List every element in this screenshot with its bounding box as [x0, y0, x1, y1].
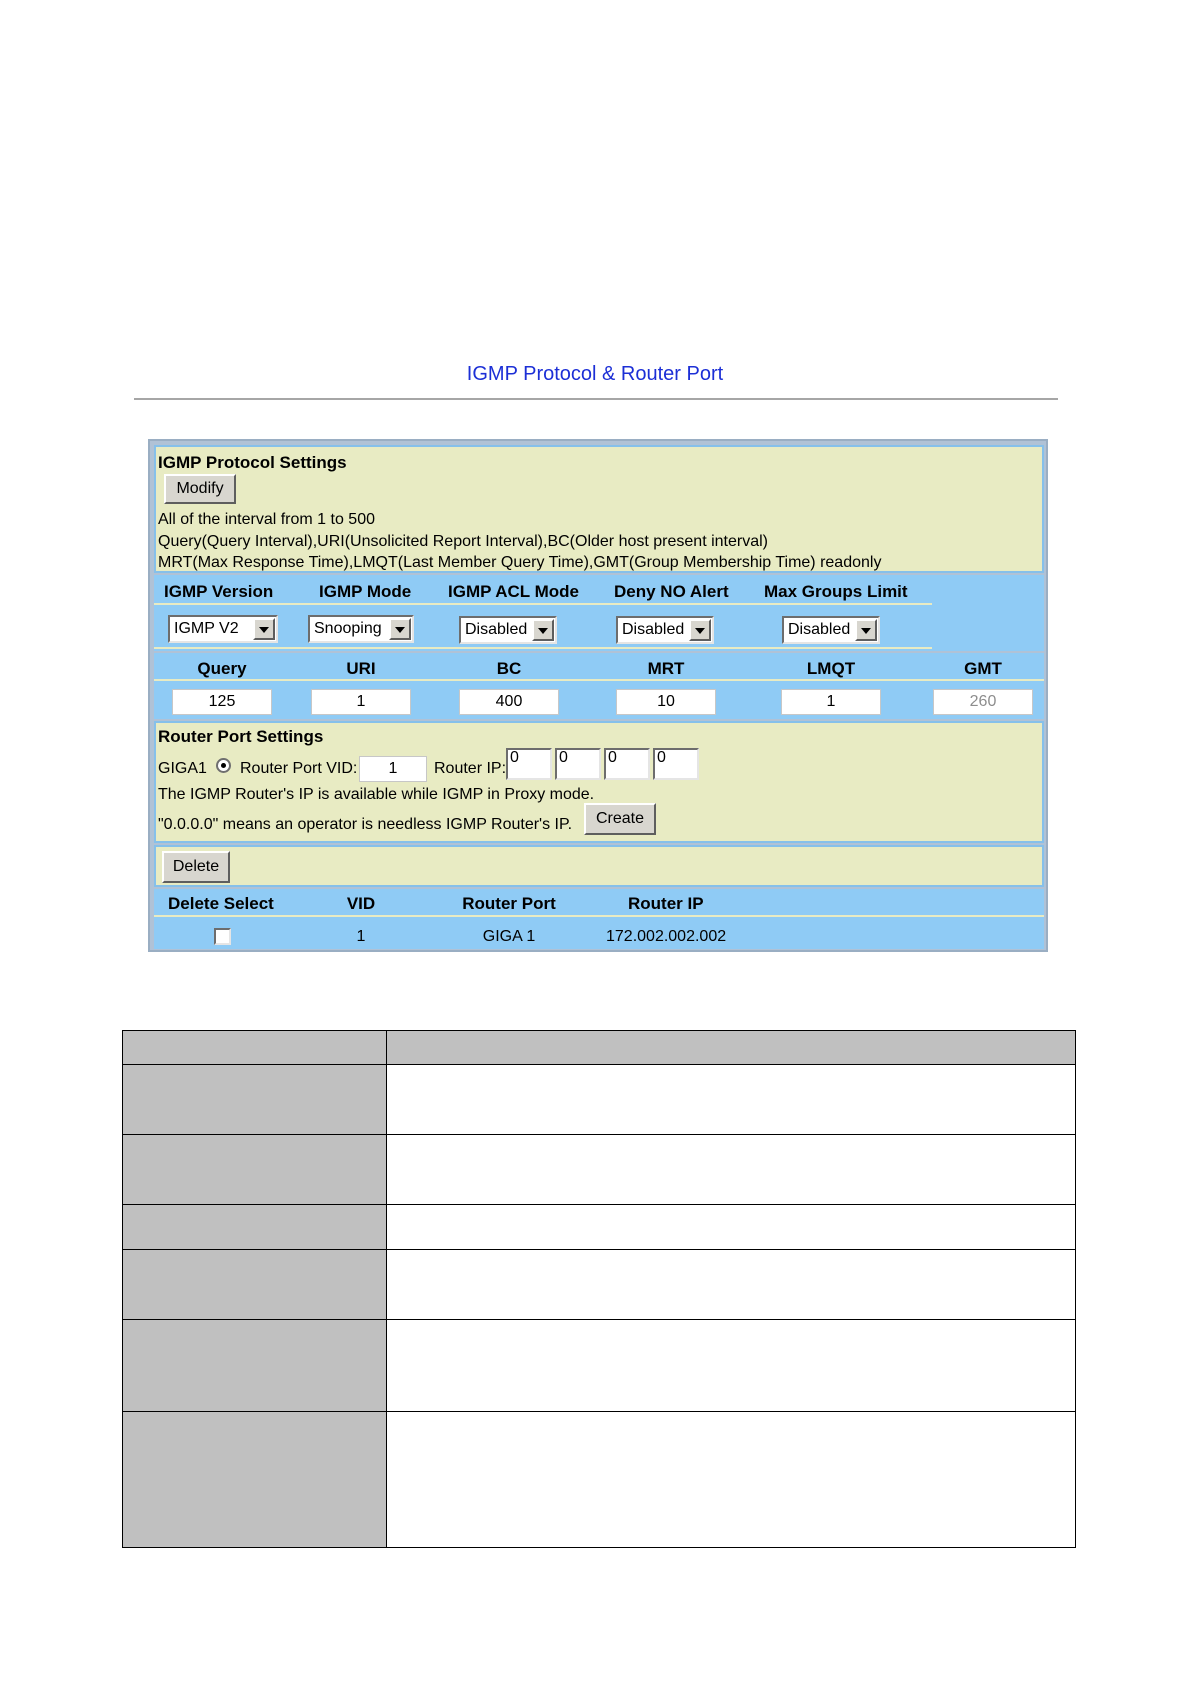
label-cell	[123, 1205, 387, 1250]
description-cell	[387, 1065, 1076, 1135]
abbrev-note-1: Query(Query Interval),URI(Unsolicited Report Interval),BC(Older host present interval)	[158, 533, 768, 550]
router-port-vid-label: Router Port VID:	[240, 760, 358, 777]
description-cell	[387, 1205, 1076, 1250]
igmp-version-value: IGMP V2	[174, 620, 239, 637]
bc-input[interactable]: 400	[459, 689, 559, 715]
label-cell	[123, 1135, 387, 1205]
max-groups-limit-select[interactable]	[782, 616, 880, 644]
chevron-down-icon	[689, 619, 711, 641]
label-cell	[123, 1320, 387, 1412]
router-list-table	[154, 889, 1044, 949]
router-port-label: GIGA1	[158, 760, 207, 777]
interval-section	[154, 653, 1044, 719]
router-section-title: Router Port Settings	[158, 727, 324, 746]
deny-no-alert-select[interactable]	[616, 616, 714, 644]
router-ip-octet-1[interactable]: 0	[506, 748, 552, 780]
router-list-actions	[154, 845, 1044, 887]
router-ip-proxy-note: The IGMP Router's IP is available while IGMP in Proxy mode.	[158, 786, 595, 803]
max-groups-limit-value: Disabled	[788, 621, 851, 638]
gmt-input-readonly: 260	[933, 689, 1033, 715]
row-router-ip: 172.002.002.002	[606, 928, 727, 945]
protocol-section-title: IGMP Protocol Settings	[158, 453, 347, 472]
router-list-header-row	[154, 889, 1044, 917]
delete-select-checkbox[interactable]	[214, 928, 231, 945]
description-cell	[387, 1250, 1076, 1320]
igmp-mode-value: Snooping	[314, 620, 382, 637]
router-ip-octet-3[interactable]: 0	[604, 748, 650, 780]
igmp-acl-mode-value: Disabled	[465, 621, 528, 638]
header-igmp-mode: IGMP Mode	[319, 582, 412, 601]
header-mrt: MRT	[647, 659, 685, 678]
header-query: Query	[197, 659, 247, 678]
header-igmp-version: IGMP Version	[164, 582, 274, 601]
row-router-port: GIGA 1	[482, 928, 536, 945]
router-port-radio[interactable]	[216, 758, 231, 773]
table-row	[123, 1205, 1076, 1250]
lmqt-input[interactable]: 1	[781, 689, 881, 715]
chevron-down-icon	[253, 618, 275, 640]
table-row	[123, 1412, 1076, 1548]
table-row	[123, 1065, 1076, 1135]
interval-note: All of the interval from 1 to 500	[158, 511, 375, 528]
header-bc: BC	[496, 659, 522, 678]
chevron-down-icon	[389, 618, 411, 640]
create-button[interactable]: Create	[584, 803, 656, 835]
description-cell	[387, 1135, 1076, 1205]
header-cell	[123, 1031, 387, 1065]
abbrev-note-2: MRT(Max Response Time),LMQT(Last Member Query Time),GMT(Group Membership Time) readonly	[158, 554, 882, 571]
chevron-down-icon	[855, 619, 877, 641]
router-port-settings-section	[154, 721, 1044, 843]
protocol-settings-section	[154, 445, 1044, 573]
description-cell	[387, 1320, 1076, 1412]
page-title: IGMP Protocol & Router Port	[466, 363, 724, 385]
header-igmp-acl-mode: IGMP ACL Mode	[448, 582, 579, 601]
mrt-input[interactable]: 10	[616, 689, 716, 715]
table-row	[123, 1320, 1076, 1412]
header-lmqt: LMQT	[806, 659, 856, 678]
header-vid: VID	[346, 894, 376, 913]
header-max-groups-limit: Max Groups Limit	[764, 582, 908, 601]
header-cell	[387, 1031, 1076, 1065]
deny-no-alert-value: Disabled	[622, 621, 685, 638]
uri-input[interactable]: 1	[311, 689, 411, 715]
table-row	[123, 1135, 1076, 1205]
header-delete-select: Delete Select	[168, 894, 274, 913]
router-ip-zero-note: "0.0.0.0" means an operator is needless IGMP Router's IP.	[158, 816, 573, 833]
igmp-version-select[interactable]	[168, 615, 278, 643]
label-cell	[123, 1412, 387, 1548]
title-divider	[134, 398, 1058, 400]
igmp-mode-select[interactable]	[308, 615, 414, 643]
header-router-ip: Router IP	[628, 894, 704, 913]
delete-button[interactable]: Delete	[162, 851, 230, 883]
router-port-vid-input[interactable]: 1	[359, 756, 427, 782]
header-deny-no-alert: Deny NO Alert	[614, 582, 729, 601]
header-router-port: Router Port	[462, 894, 556, 913]
mode-settings-section	[154, 575, 1044, 651]
table-row	[154, 919, 1044, 949]
router-ip-octet-2[interactable]: 0	[555, 748, 601, 780]
description-cell	[387, 1412, 1076, 1548]
description-table-header	[123, 1031, 1076, 1065]
header-gmt: GMT	[964, 659, 1002, 678]
interval-header-row	[154, 653, 1044, 681]
chevron-down-icon	[532, 619, 554, 641]
table-row	[123, 1250, 1076, 1320]
modify-button[interactable]: Modify	[164, 474, 236, 504]
label-cell	[123, 1250, 387, 1320]
label-cell	[123, 1065, 387, 1135]
description-table	[122, 1030, 1076, 1548]
router-ip-label: Router IP:	[434, 760, 507, 777]
query-input[interactable]: 125	[172, 689, 272, 715]
igmp-acl-mode-select[interactable]	[459, 616, 557, 644]
row-vid: 1	[356, 928, 366, 945]
igmp-settings-panel	[148, 439, 1048, 952]
header-uri: URI	[346, 659, 376, 678]
router-ip-octet-4[interactable]: 0	[653, 748, 699, 780]
